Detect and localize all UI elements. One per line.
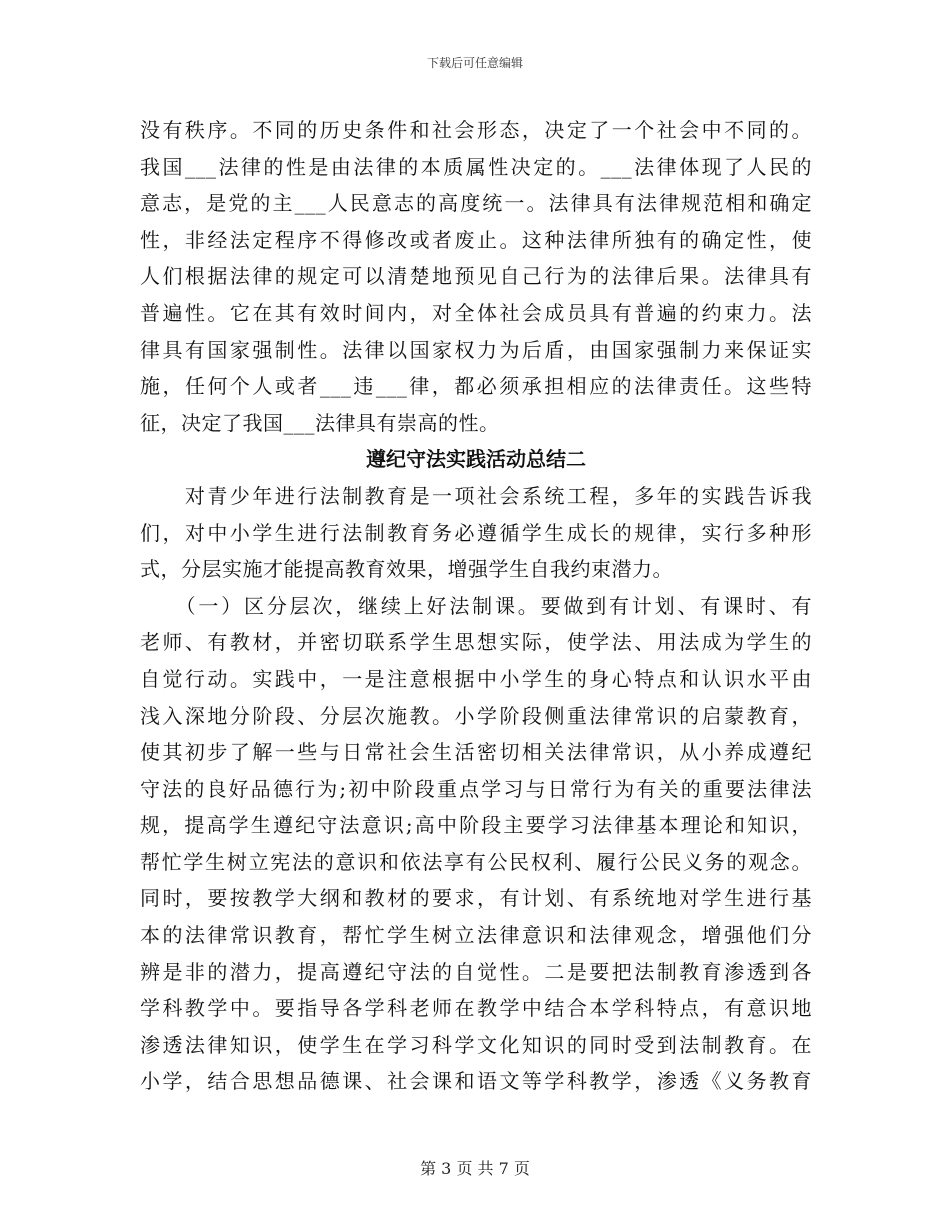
page-number: 第 3 页 共 7 页 xyxy=(420,1159,530,1178)
text-line: 对青少年进行法制教育是一项社会系统工程，多年的实践告诉我 xyxy=(140,483,812,508)
text-line: 律具有国家强制性。法律以国家权力为后盾，由国家强制力来保证实 xyxy=(140,337,812,362)
document-body xyxy=(140,112,812,1100)
text-line: 没有秩序。不同的历史条件和社会形态，决定了一个社会中不同的。 xyxy=(140,118,812,142)
paragraph-1 xyxy=(140,112,812,441)
text-line: 征，决定了我国___法律具有崇高的性。 xyxy=(140,410,500,435)
text-line: 们，对中小学生进行法制教育务必遵循学生成长的规律，实行多种形 xyxy=(140,520,812,545)
text-line: （一）区分层次，继续上好法制课。要做到有计划、有课时、有 xyxy=(140,593,812,618)
text-line: 普遍性。它在其有效时间内，对全体社会成员具有普遍的约束力。法 xyxy=(140,300,812,325)
text-line: 施，任何个人或者___违___律，都必须承担相应的法律责任。这些特 xyxy=(140,374,812,399)
text-line: 帮忙学生树立宪法的意识和依法享有公民权利、履行公民义务的观念。 xyxy=(140,849,812,874)
text-line: 小学，结合思想品德课、社会课和语文等学科教学，渗透《义务教育 xyxy=(140,1069,812,1094)
text-line: 式，分层实施才能提高教育效果，增强学生自我约束潜力。 xyxy=(140,557,673,582)
section-heading: 遵纪守法实践活动总结二 xyxy=(366,447,586,472)
paragraph-3 xyxy=(140,588,812,1100)
page-header-note: 下载后可任意编辑 xyxy=(426,56,523,70)
text-line: 我国___法律的性是由法律的本质属性决定的。___法律体现了人民的 xyxy=(140,154,812,179)
text-line: 意志，是党的主___人民意志的高度统一。法律具有法律规范相和确定 xyxy=(140,191,812,216)
text-line: 自觉行动。实践中，一是注意根据中小学生的身心特点和认识水平由 xyxy=(140,666,812,691)
text-line: 性，非经法定程序不得修改或者废止。这种法律所独有的确定性，使 xyxy=(140,227,812,252)
paragraph-2 xyxy=(140,478,812,588)
text-line: 守法的良好品德行为;初中阶段重点学习与日常行为有关的重要法律法 xyxy=(140,776,812,801)
text-line: 渗透法律知识，使学生在学习科学文化知识的同时受到法制教育。在 xyxy=(140,1032,812,1057)
text-line: 规，提高学生遵纪守法意识;高中阶段主要学习法律基本理论和知识， xyxy=(140,813,812,838)
text-line: 同时，要按教学大纲和教材的要求，有计划、有系统地对学生进行基 xyxy=(140,886,812,911)
text-line: 本的法律常识教育，帮忙学生树立法律意识和法律观念，增强他们分 xyxy=(140,923,812,948)
text-line: 人们根据法律的规定可以清楚地预见自己行为的法律后果。法律具有 xyxy=(140,264,812,289)
text-line: 辨是非的潜力，提高遵纪守法的自觉性。二是要把法制教育渗透到各 xyxy=(140,959,812,984)
text-line: 老师、有教材，并密切联系学生思想实际，使学法、用法成为学生的 xyxy=(140,630,812,655)
text-line: 学科教学中。要指导各学科老师在教学中结合本学科特点，有意识地 xyxy=(140,996,812,1021)
text-line: 使其初步了解一些与日常社会生活密切相关法律常识，从小养成遵纪 xyxy=(140,740,812,765)
text-line: 浅入深地分阶段、分层次施教。小学阶段侧重法律常识的启蒙教育， xyxy=(140,703,812,728)
